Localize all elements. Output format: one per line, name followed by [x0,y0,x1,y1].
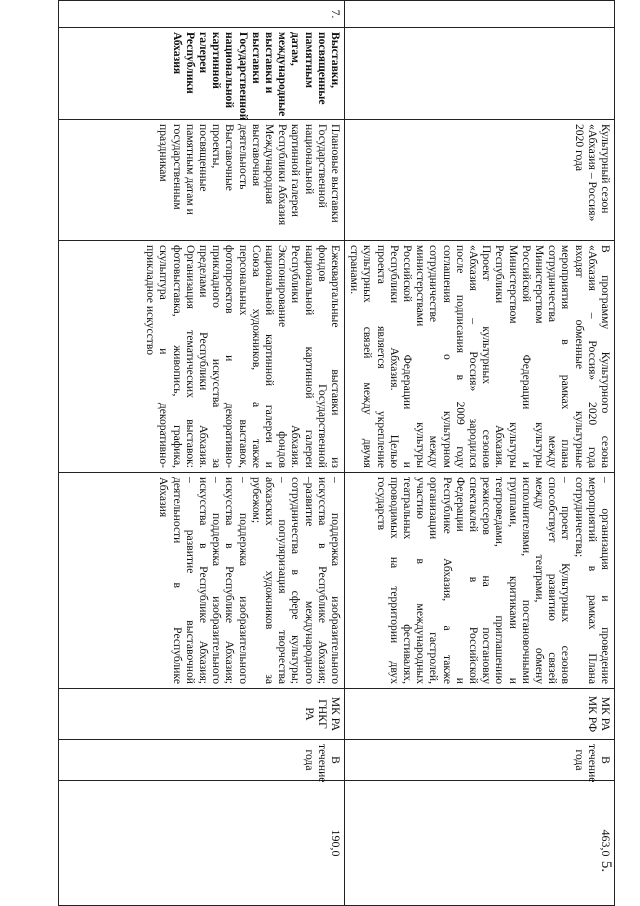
text-line: «Абхазия – Россия» [585,124,599,222]
event-content-cell [345,241,615,473]
text-line: праздникам [157,124,171,182]
text-line: датам, [289,32,303,66]
text-line: скульптура и декоративно- [157,245,171,468]
amount-cell: 190,0 [59,781,345,906]
text-line: картинной галереи [289,124,303,217]
text-line: Республики Абхазия. Целью [387,245,401,468]
text-line: сотрудничества; [572,477,586,558]
text-line: Плановые выставки [329,124,342,223]
row-number: 7. [59,1,345,28]
text-line: – проект Культурных сезонов [559,477,573,684]
text-line: Республики Абхазия. [493,245,507,468]
text-line: Федерации и [453,477,467,684]
text-line: национальной картинной галереи [302,245,316,468]
text-line: Ежеквартальные выставки из [329,245,342,468]
text-line: Союза художников, а также [249,245,263,468]
text-line: искусства в Республике Абхазия; [223,477,237,684]
text-line: В программу Культурного сезона [599,245,612,468]
text-line: деятельность [236,124,250,190]
event-content-cell [59,241,345,473]
term-cell [345,740,615,781]
amount-cell: 463,0 [345,781,615,906]
executor-cell [59,689,345,740]
event-description-cell [59,120,345,241]
plan-table-container [59,0,615,905]
text-line: театроведами, приглашению [493,477,507,684]
text-line: театральных фестивалях, [400,477,414,684]
text-line: МК РА [329,696,342,732]
text-line: В [599,756,612,764]
text-line: абхазских художников за [262,477,276,684]
text-line: ГНКГ РА [302,699,329,729]
text-line: выставки [249,32,263,84]
text-line: «Абхазия – Россия» зародился [466,245,480,468]
text-line: – организация и проведение [599,477,612,684]
text-line: Выставочные [223,124,237,191]
text-line: международные [276,32,290,117]
text-line: группами, критиками и [506,477,520,684]
text-line: мероприятий в рамках Плана [585,477,599,684]
text-line: организации гастролей, [427,477,441,684]
text-line: Организация тематических выставок: [183,245,197,468]
text-line: Проект культурных сезонов [480,245,494,468]
text-line: картинной [210,32,224,89]
text-line: участию в международных [414,477,428,684]
text-line: Министерством культуры [532,245,546,468]
text-line: национальной картинной галереи и [262,245,276,468]
text-line: – поддержка изобразительного [236,477,250,684]
text-line: Государственной [236,32,250,121]
text-line: года [572,749,586,771]
text-line: прикладное искусство [144,245,158,356]
text-line: рубежом; [249,477,263,524]
text-line: проводимых на территории двух [387,477,401,684]
text-line: национальной [302,124,316,195]
text-line: Республики [183,32,197,94]
event-name-cell [345,28,615,120]
text-line: персональных выставок, [236,245,250,468]
text-line: течение [315,744,329,783]
text-line: 2020 года [572,124,586,172]
text-line: – развитие выставочной [183,477,197,684]
text-line: сотрудничестве между [427,245,441,468]
text-line: странами. [348,245,362,295]
text-line: –развитие международного [302,477,316,684]
text-line: проекта является укрепление [374,245,388,468]
table-row [59,1,345,906]
text-line: входят обменные культурные [572,245,586,468]
text-line: течение [585,744,599,783]
text-line: культурных связей между двумя [361,245,375,468]
text-line: памятным датам и [183,124,197,215]
text-line: МК РА [599,696,612,732]
expected-results-cell [59,473,345,689]
text-line: посвященные [196,124,210,192]
text-line: фондов Государственной [315,245,329,468]
text-line: мероприятия в рамках плана [559,245,573,468]
text-line: государственным [170,124,184,210]
text-line: министерствами культуры [414,245,428,468]
term-cell [59,740,345,781]
text-line: фотопроектов и декоративно- [223,245,237,468]
table-body [59,1,615,906]
text-line: проекты, [210,124,224,169]
text-line: В [329,756,342,764]
expected-results-cell [345,473,615,689]
text-line: режиссеров на постановку [480,477,494,684]
text-line: после подписания в 2009 году [453,245,467,468]
executor-cell [345,689,615,740]
text-line: – поддержка изобразительного [210,477,224,684]
text-line: – популяризация творчества [276,477,290,684]
text-line: сотрудничества в сфере культуры; [289,477,303,684]
event-description-cell [345,120,615,241]
text-line: выставочная [249,124,263,187]
text-line: Экспонирование фондов [276,245,290,468]
text-line: Российской Федерации и [400,245,414,468]
text-line: Российской Федерации и [519,245,533,468]
text-line: соглашения о культурном [440,245,454,468]
activities-table [58,0,615,906]
text-line: пределами Республики Абхазия. [196,245,210,468]
text-line: «Абхазия – Россия» 2020 года [585,245,599,468]
event-name-cell [59,28,345,120]
text-line: Выставки, [329,32,342,89]
text-line: Республики Абхазия. [289,245,303,468]
text-line: способствует развитию связей [546,477,560,684]
table-row [345,1,615,906]
text-line: Международная [262,124,276,205]
row-number [345,1,615,28]
text-line: искусства в Республике Абхазия; [315,477,329,684]
text-line: сотрудничества между [546,245,560,468]
text-line: Республики Абхазия [276,124,290,226]
text-line: деятельности в Республике [170,477,184,684]
text-line: – поддержка изобразительного [329,477,342,684]
text-line: Культурный сезон [599,124,612,214]
text-line: Министерством культуры [506,245,520,468]
text-line: Республике Абхазия, а также [440,477,454,684]
text-line: искусства в Республике Абхазия; [196,477,210,684]
text-line: исполнителями, постановочными [519,477,533,684]
text-line: посвященные [315,32,329,105]
text-line: Абхазия [170,32,184,75]
text-line: Государственной [315,124,329,208]
text-line: года [302,749,316,771]
text-line: галереи [196,32,210,74]
text-line: выставки и [262,32,276,94]
text-line: памятным [302,32,316,88]
text-line: между театрами, обмену [532,477,546,684]
text-line: прикладного искусства за [210,245,224,468]
text-line: национальной [223,32,237,109]
text-line: Абхазия [157,477,171,518]
page-number: 5. [598,860,615,873]
text-line: государств [374,477,388,531]
text-line: МК РФ [585,695,599,733]
text-line: спектаклей в Российской [466,477,480,684]
text-line: фотовыставка, живопись, графика, [170,245,184,468]
